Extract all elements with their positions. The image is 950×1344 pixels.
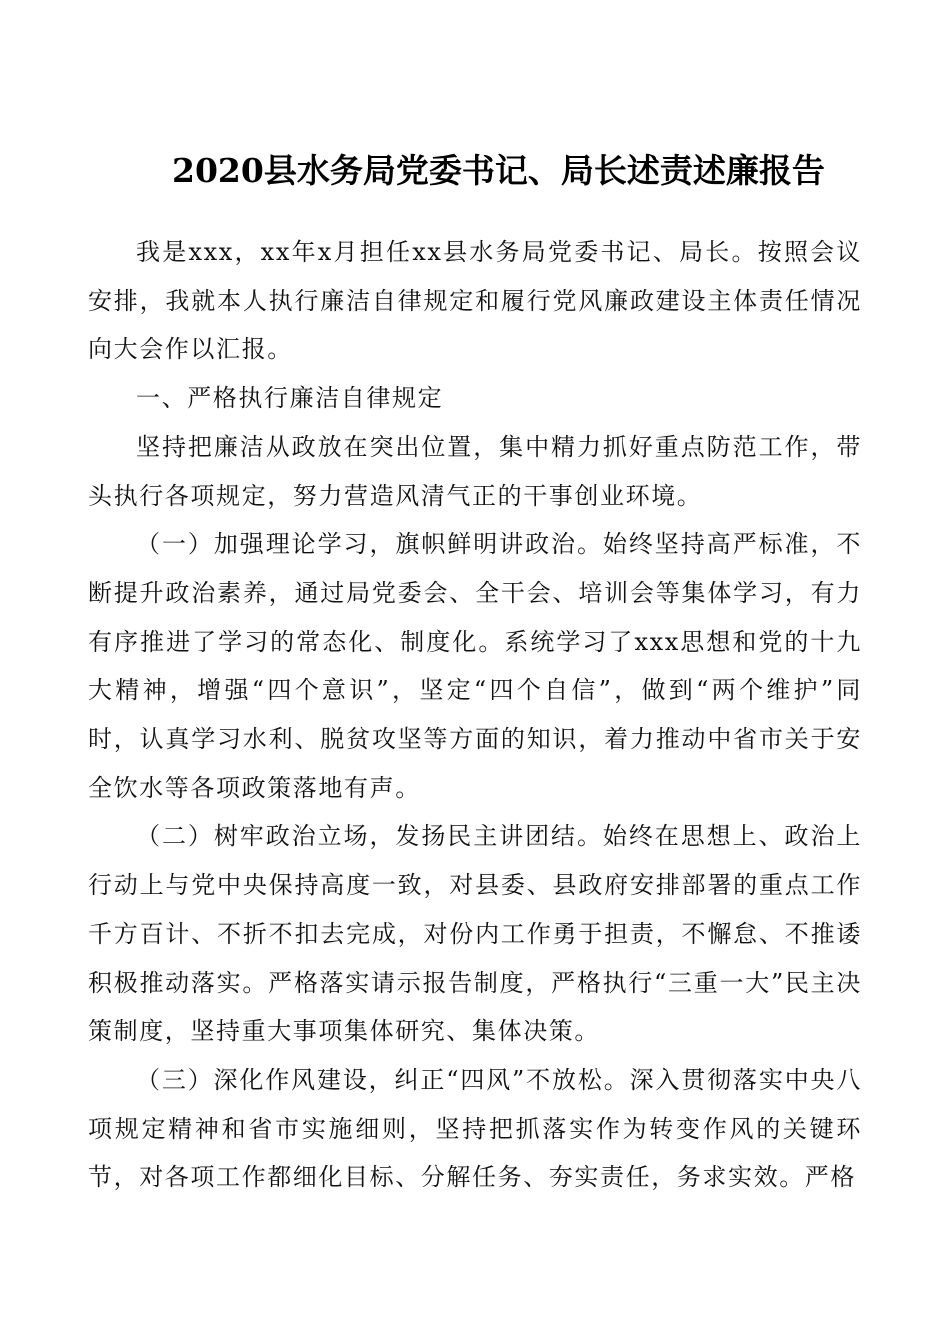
document-title: 2020县水务局党委书记、局长述责述廉报告 <box>172 151 825 191</box>
paragraph-item-1: （一）加强理论学习，旗帜鲜明讲政治。始终坚持高严标准，不断提升政治素养，通过局党委会、全干会、培训会等集体学习，有力有序推进了学习的常态化、制度化。系统学习了xxx思想和党的十九大精神，增强“四个意识”，坚定“四个自信”，做到“两个维护”同时，认真学习水利、脱贫攻坚等方面的知识，着力推动中省市关于安全饮水等各项政策落地有声。 <box>88 530 862 802</box>
paragraph-item-3: （三）深化作风建设，纠正“四风”不放松。深入贯彻落实中央八项规定精神和省市实施细则，坚持把抓落实作为转变作风的关键环节，对各项工作都细化目标、分解任务、夯实责任，务求实效。严格 <box>88 1065 862 1192</box>
paragraph-intro: 我是xxx，xx年x月担任xx县水务局党委书记、局长。按照会议安排，我就本人执行廉洁自律规定和履行党风廉政建设主体责任情况向大会作以汇报。 <box>88 238 862 364</box>
document-body <box>88 228 862 1202</box>
paragraph-section-1-summary: 坚持把廉洁从政放在突出位置，集中精力抓好重点防范工作，带头执行各项规定，努力营造风清气正的干事创业环境。 <box>88 432 862 510</box>
section-heading-1: 一、严格执行廉洁自律规定 <box>136 384 444 413</box>
paragraph-item-2: （二）树牢政治立场，发扬民主讲团结。始终在思想上、政治上行动上与党中央保持高度一致，对县委、县政府安排部署的重点工作千方百计、不折不扣去完成，对份内工作勇于担责，不懈怠、不推诿积极推动落实。严格落实请示报告制度，严格执行“三重一大”民主决策制度，坚持重大事项集体研究、集体决策。 <box>88 822 862 1046</box>
